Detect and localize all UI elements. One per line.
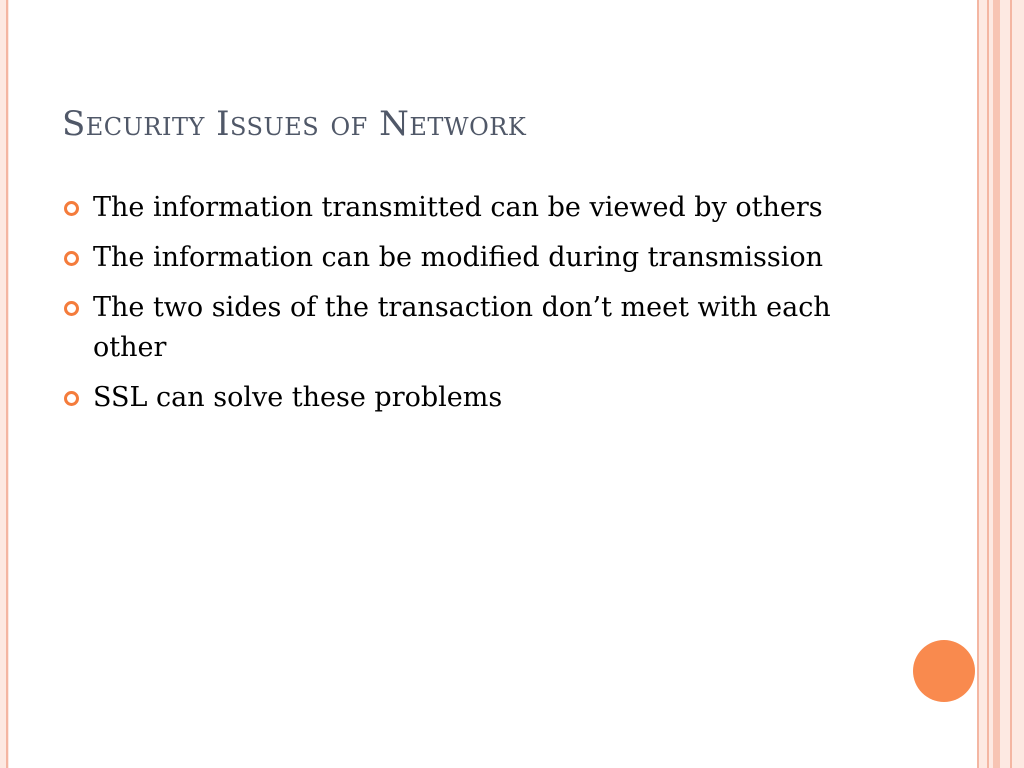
bullet-text: The information can be modified during transmission [93,242,824,273]
bullet-item [62,288,862,368]
bullet-circle-icon [64,391,79,406]
bullet-circle-icon [64,201,79,216]
bullet-text: SSL can solve these problems [93,382,503,413]
bullet-item [62,188,862,228]
bullet-circle-icon [64,301,79,316]
bullet-list [62,188,862,428]
right-stripe [993,0,1000,768]
bullet-text: The two sides of the transaction don’t meet with each other [93,292,831,363]
bullet-circle-icon [64,251,79,266]
slide-title: Security Issues of Network [62,104,527,144]
right-stripe [979,0,987,768]
left-border [6,0,8,768]
bullet-item [62,378,862,418]
bullet-item [62,238,862,278]
bullet-text: The information transmitted can be viewed by others [93,192,823,223]
right-stripe [1000,0,1024,768]
right-stripe [1010,0,1012,768]
decorative-circle [913,640,975,702]
